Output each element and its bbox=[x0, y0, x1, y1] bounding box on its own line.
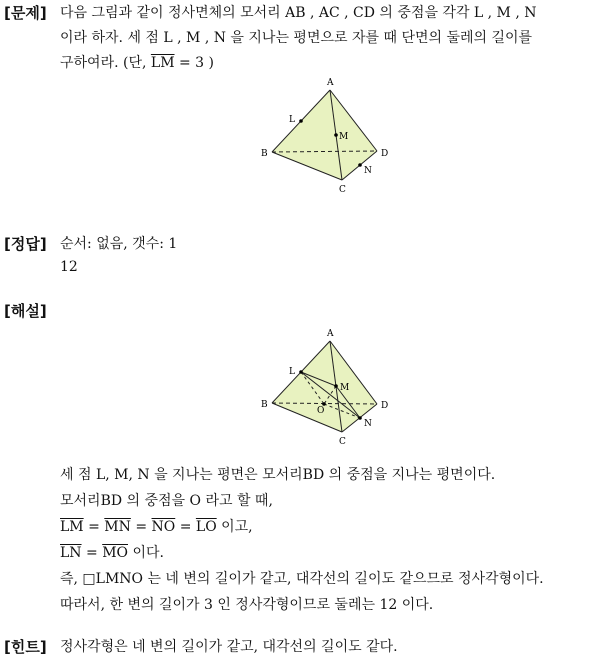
vertex-a-label-2: A bbox=[327, 329, 334, 339]
hint-label: [힌트] bbox=[4, 638, 47, 656]
vertex-c-label: C bbox=[339, 185, 346, 194]
solution-line-4: $\overline{LN} = \overline{MO}$ 이다. bbox=[60, 545, 164, 561]
answer-value: 12 bbox=[60, 259, 78, 275]
point-n-label: N bbox=[364, 166, 372, 176]
problem-line-1: 다음 그림과 같이 정사면체의 모서리 AB , AC , CD 의 중점을 각각 L , M , N bbox=[60, 5, 537, 21]
segment-lm: $\overline{LM}$ bbox=[60, 519, 84, 535]
segment-lm: $\overline{LM}$ bbox=[150, 55, 175, 71]
vertex-d-label: D bbox=[381, 149, 389, 159]
problem-line-2: 이라 하자. 세 점 L , M , N 을 지나는 평면으로 자를 때 단면의 둘레의 길이를 bbox=[60, 30, 533, 46]
vertex-b-label-2: B bbox=[261, 400, 268, 410]
segment-mn: $\overline{MN}$ bbox=[104, 519, 131, 535]
vertex-b-label: B bbox=[261, 149, 268, 159]
point-o-label: O bbox=[317, 406, 325, 416]
hint-text: 정사각형은 네 변의 길이가 같고, 대각선의 길이도 같다. bbox=[60, 639, 398, 655]
solution-line-2: 모서리BD 의 중점을 O 라고 할 때, bbox=[60, 493, 273, 509]
segment-ln: $\overline{LN}$ bbox=[60, 545, 82, 561]
solution-line-3: $\overline{LM} = \overline{MN} = \overline{NO} = \overline{LO}$ 이고, bbox=[60, 519, 253, 535]
segment-lo: $\overline{LO}$ bbox=[195, 519, 217, 535]
segment-no: $\overline{NO}$ bbox=[151, 519, 176, 535]
point-n-label-2: N bbox=[364, 419, 372, 429]
tetrahedron-figure-1 bbox=[258, 76, 393, 194]
answer-order-count: 순서: 없음, 갯수: 1 bbox=[60, 236, 178, 252]
point-l-label: L bbox=[289, 115, 295, 125]
point-m-label-2: M bbox=[340, 383, 350, 393]
solution-line-5: 즉, □LMNO 는 네 변의 길이가 같고, 대각선의 길이도 같으므로 정사각형이다. bbox=[60, 571, 544, 587]
solution-line-6: 따라서, 한 변의 길이가 3 인 정사각형이므로 둘레는 12 이다. bbox=[60, 597, 434, 613]
answer-label: [정답] bbox=[4, 235, 47, 253]
vertex-c-label-2: C bbox=[339, 437, 346, 447]
point-m-label: M bbox=[339, 132, 349, 142]
tetrahedron-figure-2 bbox=[258, 326, 393, 450]
problem-label: [문제] bbox=[4, 4, 47, 22]
problem-line-3: 구하여라. (단, $\overline{LM} = 3$ ) bbox=[60, 55, 214, 71]
vertex-a-label: A bbox=[327, 78, 334, 88]
vertex-d-label-2: D bbox=[381, 401, 389, 411]
solution-label: [해설] bbox=[4, 302, 47, 320]
point-l-label-2: L bbox=[289, 367, 295, 377]
segment-mo: $\overline{MO}$ bbox=[102, 545, 128, 561]
solution-line-1: 세 점 L, M, N 을 지나는 평면은 모서리BD 의 중점을 지나는 평면이다. bbox=[60, 467, 496, 483]
